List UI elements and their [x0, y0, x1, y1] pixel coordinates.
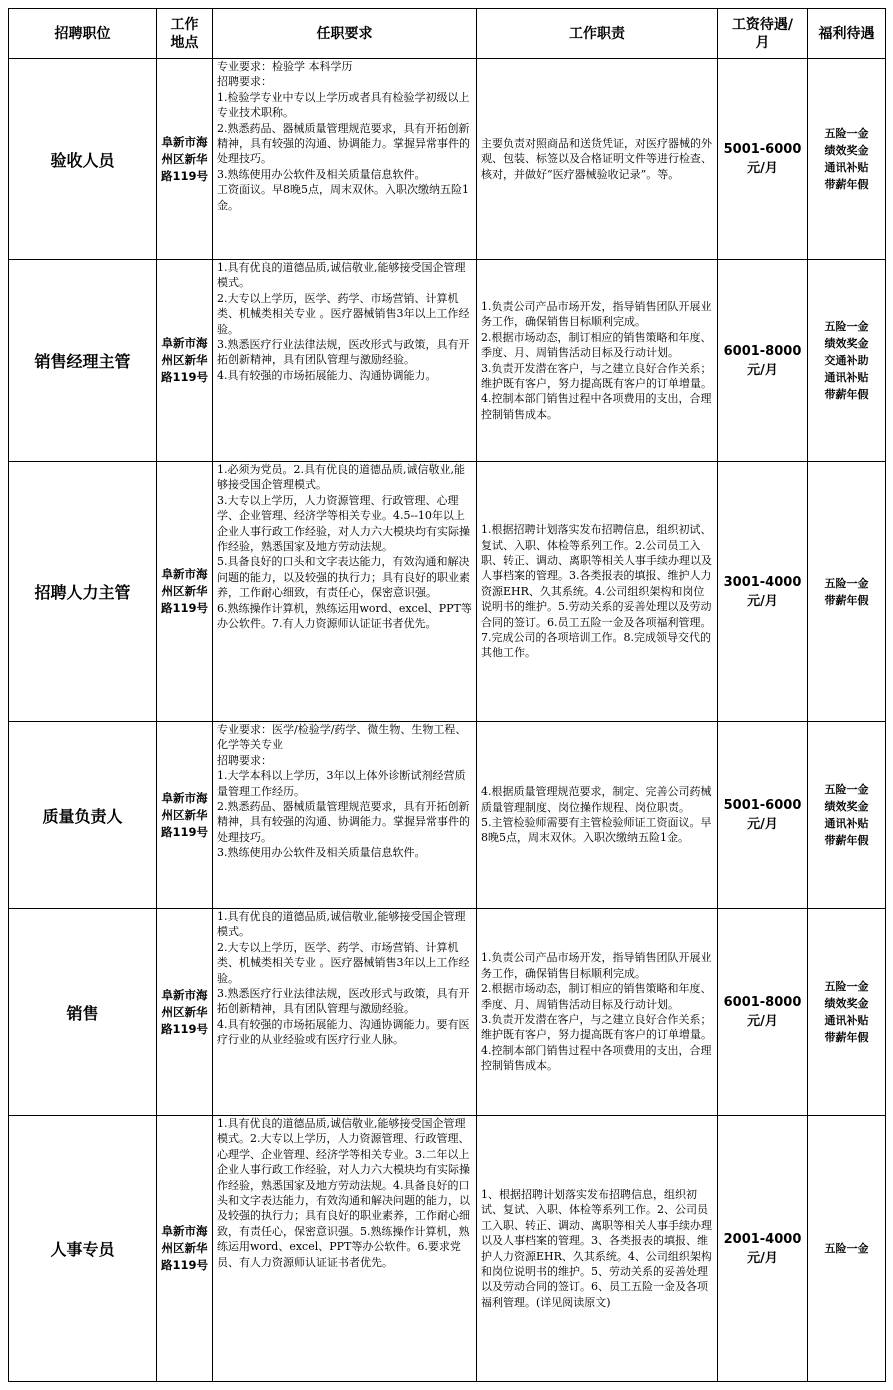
table-row: [9, 1116, 886, 1382]
table-row: [9, 722, 886, 909]
salary-cell: 5001-6000 元/月: [718, 722, 808, 909]
table-row: [9, 462, 886, 722]
location-cell: 阜新市海州区新华路119号: [157, 59, 213, 260]
salary-cell: 2001-4000 元/月: [718, 1116, 808, 1382]
header-benefits: 福利待遇: [808, 9, 886, 59]
header-requirements: 任职要求: [213, 9, 477, 59]
recruitment-table: [8, 8, 886, 1382]
benefits-cell: 五险一金 绩效奖金 交通补助 通讯补贴 带薪年假: [808, 260, 886, 462]
table-row: [9, 59, 886, 260]
benefits-cell: 五险一金 绩效奖金 通讯补贴 带薪年假: [808, 722, 886, 909]
location-cell: 阜新市海州区新华路119号: [157, 462, 213, 722]
position-cell: 招聘人力主管: [9, 462, 157, 722]
location-cell: 阜新市海州区新华路119号: [157, 722, 213, 909]
salary-cell: 6001-8000 元/月: [718, 909, 808, 1116]
requirements-cell: 1.具有优良的道德品质,诚信敬业,能够接受国企管理模式。2.大专以上学历，人力资源管理、行政管理、心理学、企业管理、经济学等相关专业。3.二年以上企业人事行政工作经验，对人力六大模块均有实际操作经验，熟悉国家及地方劳动法规。4.具备良好的口头和文字表达能力，有效沟通和解决问题的能力，以及较强的执行力；具有良好的职业素养，工作耐心细致，有责任心，保密意识强。5.熟练操作计算机，熟练运用word、excel、PPT等办公软件。6.要求党员、有人力资源师认证证书者优先。: [213, 1116, 477, 1382]
location-cell: 阜新市海州区新华路119号: [157, 260, 213, 462]
table-row: [9, 909, 886, 1116]
requirements-cell: 专业要求：医学/检验学/药学、微生物、生物工程、化学等关专业 招聘要求： 1.大学本科以上学历，3年以上体外诊断试剂经营质量管理工作经历。 2.熟悉药品、器械质量管理规范要求，具有开拓创新精神，具有较强的沟通、协调能力。掌握异常事件的处理技巧。 3.熟练使用办公软件及相关质量信息软件。: [213, 722, 477, 909]
salary-cell: 6001-8000 元/月: [718, 260, 808, 462]
header-duties: 工作职责: [477, 9, 718, 59]
position-cell: 验收人员: [9, 59, 157, 260]
requirements-cell: 1.具有优良的道德品质,诚信敬业,能够接受国企管理模式。 2.大专以上学历，医学、药学、市场营销、计算机类、机械类相关专业 。医疗器械销售3年以上工作经验。 3.熟悉医疗行业法律法规，医改形式与政策，具有开拓创新精神，具有团队管理与激励经验。 4.具有较强的市场拓展能力、沟通协调能力。: [213, 260, 477, 462]
benefits-cell: 五险一金 带薪年假: [808, 462, 886, 722]
header-location: 工作 地点: [157, 9, 213, 59]
benefits-cell: 五险一金 绩效奖金 通讯补贴 带薪年假: [808, 909, 886, 1116]
benefits-cell: 五险一金: [808, 1116, 886, 1382]
duties-cell: 1.负责公司产品市场开发，指导销售团队开展业务工作，确保销售目标顺利完成。 2.根据市场动态，制订相应的销售策略和年度、季度、月、周销售活动目标及行动计划。 3.负责开发潜在客户，与之建立良好合作关系；维护既有客户，努力提高既有客户的订单增量。 4.控制本部门销售过程中各项费用的支出，合理控制销售成本。: [477, 260, 718, 462]
requirements-cell: 专业要求：检验学 本科学历 招聘要求： 1.检验学专业中专以上学历或者具有检验学初级以上专业技术职称。 2.熟悉药品、器械质量管理规范要求，具有开拓创新精神，具有较强的沟通、协调能力。掌握异常事件的处理技巧。 3.熟练使用办公软件及相关质量信息软件。 工资面议。早8晚5点，周末双休。入职次缴纳五险1金。: [213, 59, 477, 260]
duties-cell: 1、根据招聘计划落实发布招聘信息，组织初试、复试、入职、体检等系列工作。2、公司员工入职、转正、调动、离职等相关人事手续办理以及人事档案的管理。3、各类报表的填报、维护人力资源EHR、久其系统。4、公司组织架构和岗位说明书的维护。5、劳动关系的妥善处理以及劳动合同的签订。6、员工五险一金及各项福利管理。(详见阅读原文): [477, 1116, 718, 1382]
position-cell: 人事专员: [9, 1116, 157, 1382]
duties-cell: 4.根据质量管理规范要求，制定、完善公司药械质量管理制度、岗位操作规程、岗位职责。 5.主管检验师需要有主管检验师证工资面议。早8晚5点，周末双休。入职次缴纳五险1金。: [477, 722, 718, 909]
location-cell: 阜新市海州区新华路119号: [157, 909, 213, 1116]
table-row: [9, 260, 886, 462]
salary-cell: 5001-6000 元/月: [718, 59, 808, 260]
header-salary: 工资待遇/ 月: [718, 9, 808, 59]
requirements-cell: 1.必须为党员。2.具有优良的道德品质,诚信敬业,能够接受国企管理模式。 3.大专以上学历，人力资源管理、行政管理、心理学、企业管理、经济学等相关专业。4.5--10年以上企业人事行政工作经验，对人力六大模块均有实际操作经验，熟悉国家及地方劳动法规。 5.具备良好的口头和文字表达能力，有效沟通和解决问题的能力，以及较强的执行力；具有良好的职业素养，工作耐心细致，有责任心，保密意识强。 6.熟练操作计算机，熟练运用word、excel、PPT等办公软件。7.有人力资源师认证证书者优先。: [213, 462, 477, 722]
position-cell: 质量负责人: [9, 722, 157, 909]
location-cell: 阜新市海州区新华路119号: [157, 1116, 213, 1382]
recruitment-table-container: [8, 8, 886, 1382]
duties-cell: 主要负责对照商品和送货凭证，对医疗器械的外观、包装、标签以及合格证明文件等进行检查、核对，并做好“医疗器械验收记录”。等。: [477, 59, 718, 260]
duties-cell: 1.负责公司产品市场开发，指导销售团队开展业务工作，确保销售目标顺利完成。 2.根据市场动态，制订相应的销售策略和年度、季度、月、周销售活动目标及行动计划。 3.负责开发潜在客户，与之建立良好合作关系；维护既有客户，努力提高既有客户的订单增量。 4.控制本部门销售过程中各项费用的支出，合理控制销售成本。: [477, 909, 718, 1116]
header-position: 招聘职位: [9, 9, 157, 59]
salary-cell: 3001-4000 元/月: [718, 462, 808, 722]
requirements-cell: 1.具有优良的道德品质,诚信敬业,能够接受国企管理模式。 2.大专以上学历，医学、药学、市场营销、计算机类、机械类相关专业 。医疗器械销售3年以上工作经验。 3.熟悉医疗行业法律法规，医改形式与政策，具有开拓创新精神，具有团队管理与激励经验。 4.具有较强的市场拓展能力、沟通协调能力。要有医疗行业的从业经验或有医疗行业人脉。: [213, 909, 477, 1116]
benefits-cell: 五险一金 绩效奖金 通讯补贴 带薪年假: [808, 59, 886, 260]
position-cell: 销售经理主管: [9, 260, 157, 462]
position-cell: 销售: [9, 909, 157, 1116]
duties-cell: 1.根据招聘计划落实发布招聘信息，组织初试、复试、入职、体检等系列工作。2.公司员工入职、转正、调动、离职等相关人事手续办理以及人事档案的管理。3.各类报表的填报、维护人力资源EHR、久其系统。4.公司组织架构和岗位说明书的维护。5.劳动关系的妥善处理以及劳动合同的签订。6.员工五险一金及各项福利管理。7.完成公司的各项培训工作。8.完成领导交代的其他工作。: [477, 462, 718, 722]
header-row: [9, 9, 886, 59]
